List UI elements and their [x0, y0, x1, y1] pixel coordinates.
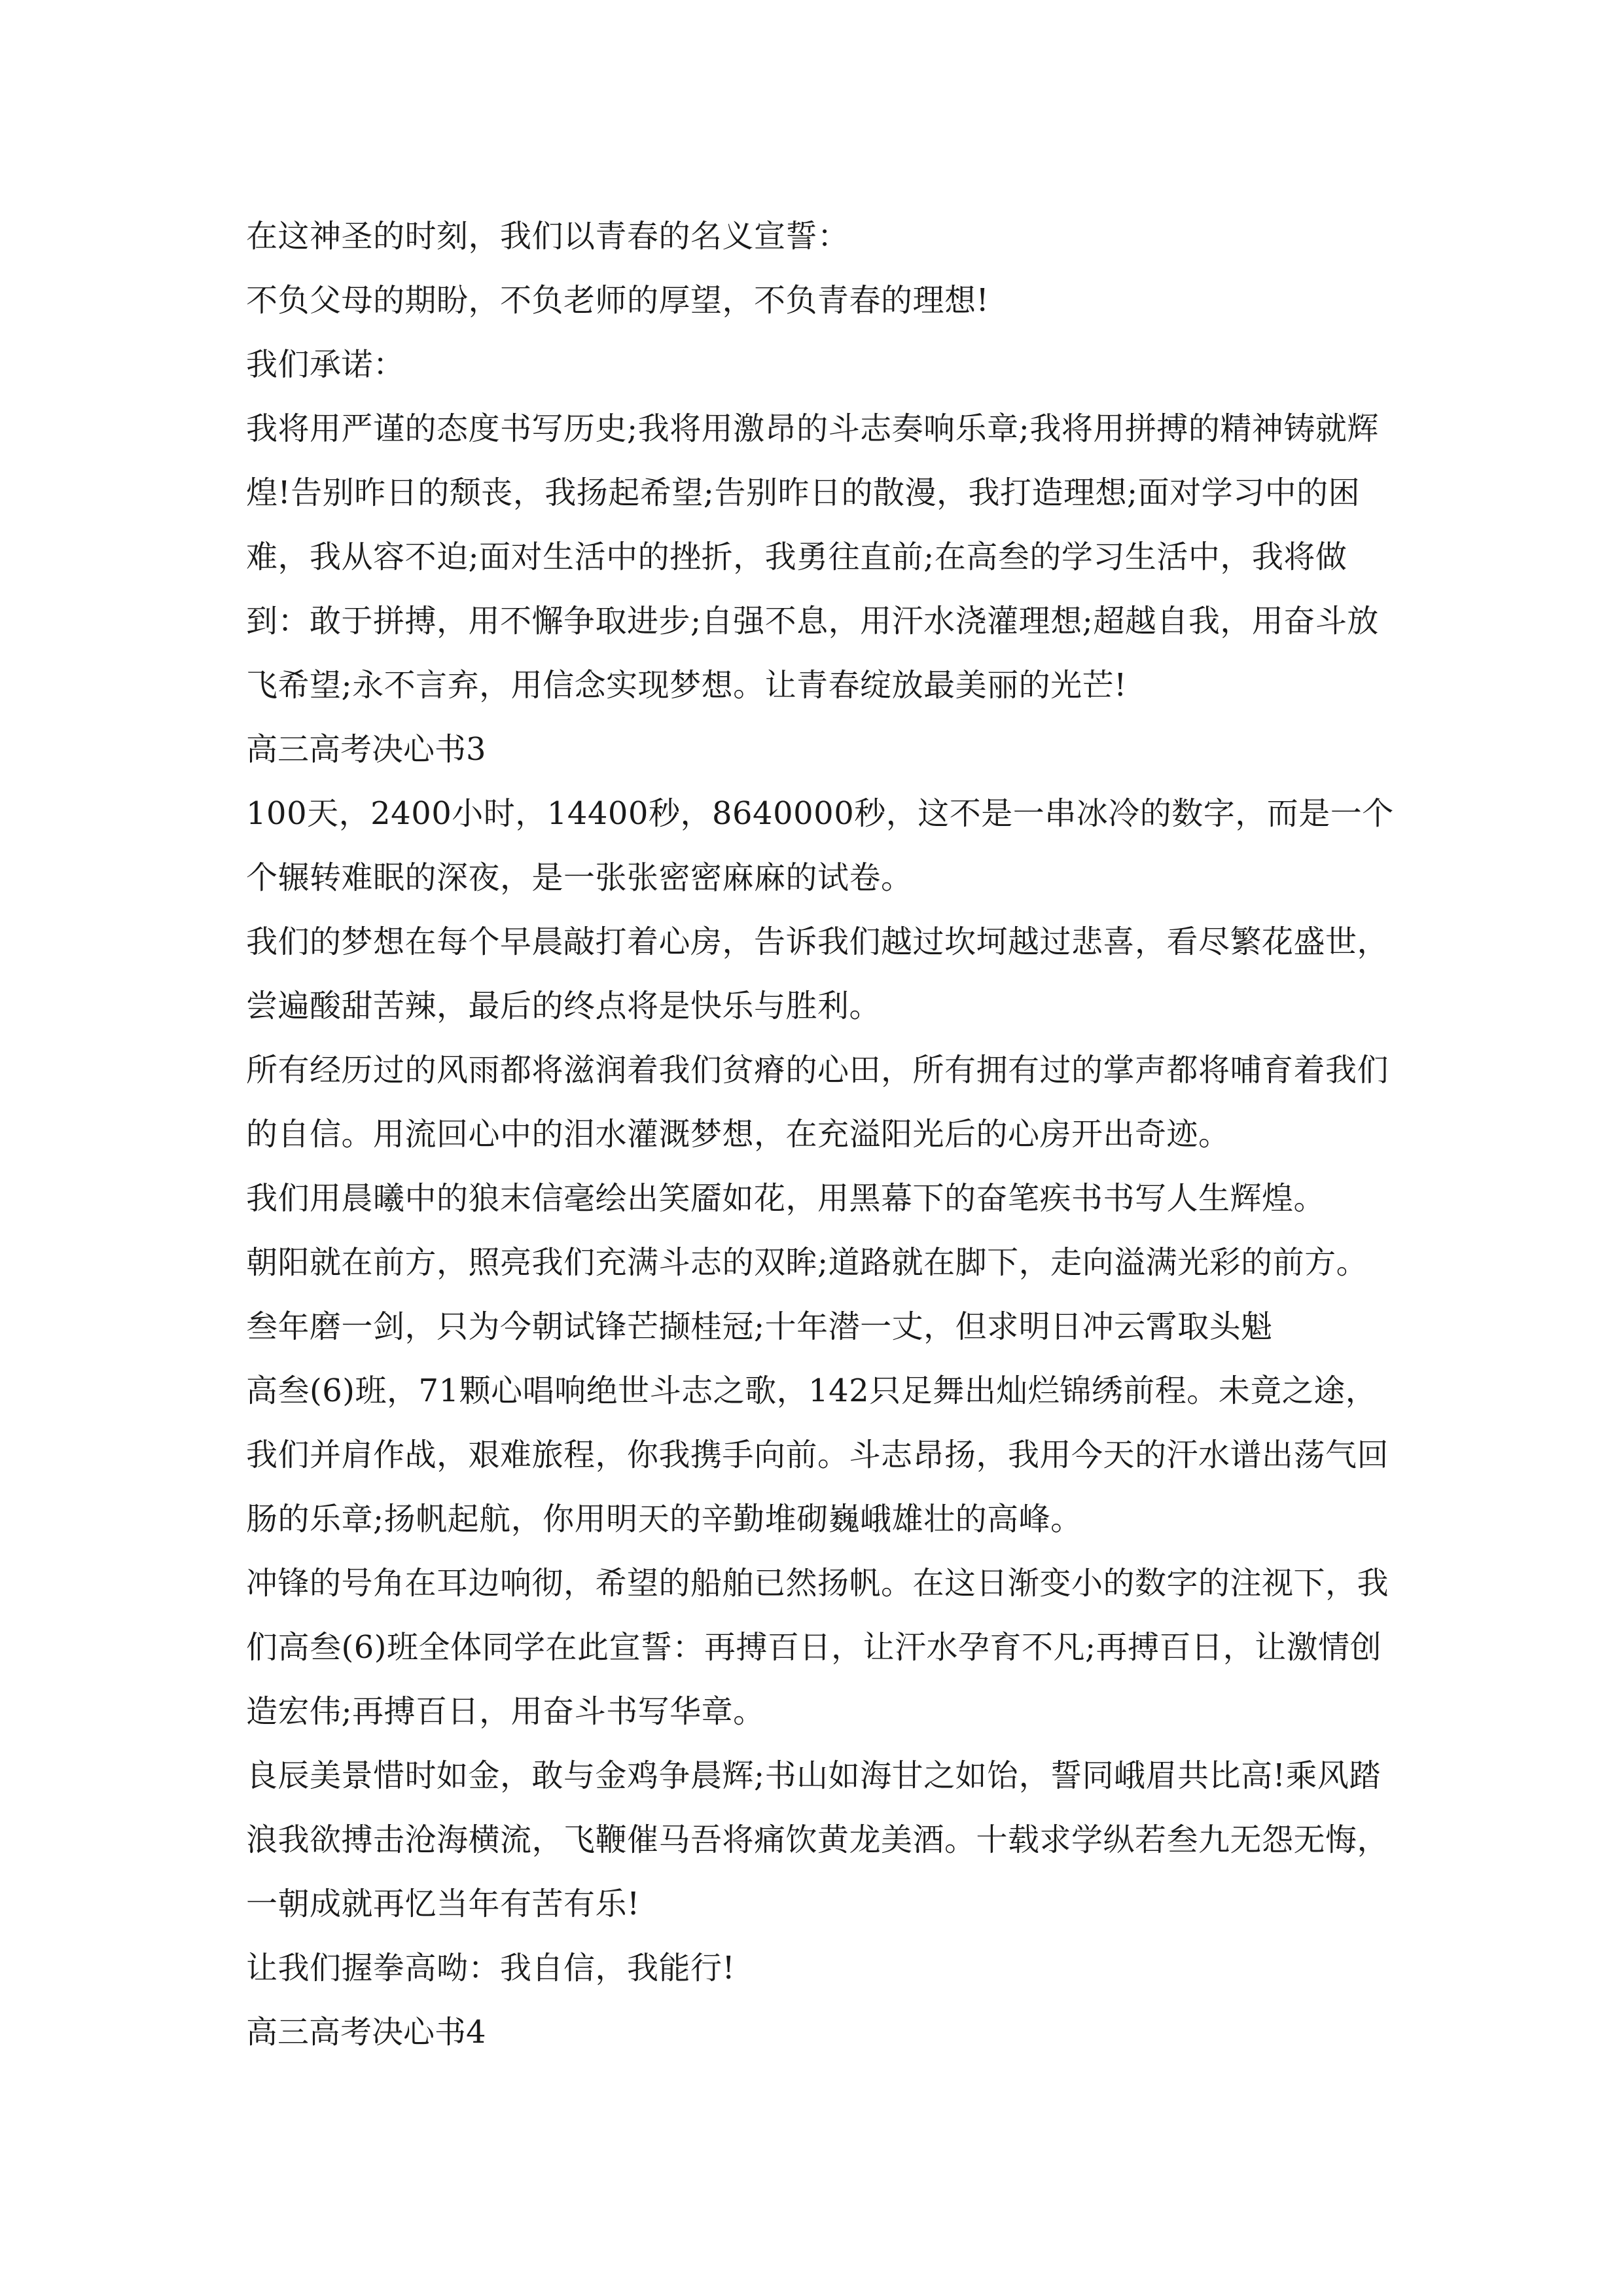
paragraph-countdown: 100天，2400小时，14400秒，8640000秒，这不是一串冰冷的数字，而是一个个辗转难眠的深夜，是一张张密密麻麻的试卷。 — [246, 795, 1394, 896]
paragraph-sword: 叁年磨一剑，只为今朝试锋芒撷桂冠;十年潜一丈，但求明日冲云霄取头魁 — [246, 1308, 1273, 1345]
paragraph-promise-body: 我将用严谨的态度书写历史;我将用激昂的斗志奏响乐章;我将用拼搏的精神铸就辉煌!告别昨日的颓丧，我扬起希望;告别昨日的散漫，我打造理想;面对学习中的困难，我从容不迫;面对生活中的挫折，我勇往直前;在高叁的学习生活中，我将做到：敢于拼搏，用不懈争取进步;自强不息，用汗水浇灌理想;超越自我，用奋斗放飞希望;永不言弃，用信念实现梦想。让青春绽放最美丽的光芒! — [246, 410, 1379, 704]
paragraph-dream: 我们的梦想在每个早晨敲打着心房，告诉我们越过坎坷越过悲喜，看尽繁花盛世，尝遍酸甜苦辣，最后的终点将是快乐与胜利。 — [246, 924, 1389, 1024]
document-body — [246, 204, 1398, 2064]
paragraph-oath-intro: 在这神圣的时刻，我们以青春的名义宣誓： — [246, 218, 849, 255]
paragraph-promise-label: 我们承诺： — [246, 346, 405, 383]
paragraph-experience: 所有经历过的风雨都将滋润着我们贫瘠的心田，所有拥有过的掌声都将哺育着我们的自信。用流回心中的泪水灌溉梦想，在充溢阳光后的心房开出奇迹。 — [246, 1052, 1389, 1153]
section-heading-3: 高三高考决心书3 — [246, 731, 486, 768]
paragraph-poetic: 良辰美景惜时如金，敢与金鸡争晨辉;书山如海甘之如饴，誓同峨眉共比高!乘风踏浪我欲搏击沧海横流，飞鞭催马吾将痛饮黄龙美酒。十载求学纵若叁九无怨无悔，一朝成就再忆当年有苦有乐! — [246, 1757, 1389, 1922]
paragraph-pledge: 冲锋的号角在耳边响彻，希望的船舶已然扬帆。在这日渐变小的数字的注视下，我们高叁(6)班全体同学在此宣誓：再搏百日，让汗水孕育不凡;再搏百日，让激情创造宏伟;再搏百日，用奋斗书写华章。 — [246, 1565, 1389, 1730]
paragraph-shout: 让我们握拳高呦：我自信，我能行! — [246, 1950, 736, 1986]
paragraph-class: 高叁(6)班，71颗心唱响绝世斗志之歌，142只足舞出灿烂锦绣前程。未竟之途，我们并肩作战，艰难旅程，你我携手向前。斗志昂扬，我用今天的汗水谱出荡气回肠的乐章;扬帆起航，你用明天的辛勤堆砌巍峨雄壮的高峰。 — [246, 1372, 1389, 1537]
paragraph-dawn: 我们用晨曦中的狼末信毫绘出笑靥如花，用黑幕下的奋笔疾书书写人生辉煌。 — [246, 1180, 1326, 1217]
paragraph-sunrise: 朝阳就在前方，照亮我们充满斗志的双眸;道路就在脚下，走向溢满光彩的前方。 — [246, 1244, 1368, 1281]
paragraph-oath-line: 不负父母的期盼，不负老师的厚望，不负青春的理想! — [246, 282, 990, 319]
section-heading-4: 高三高考决心书4 — [246, 2014, 486, 2051]
